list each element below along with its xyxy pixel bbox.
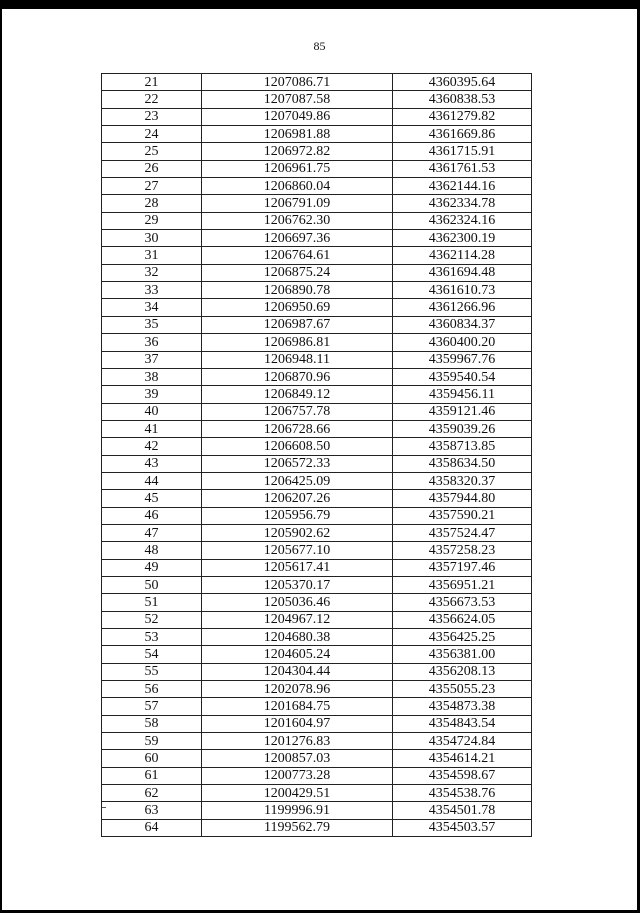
x-coordinate-cell: 1205036.46 bbox=[202, 594, 393, 611]
point-number-cell: 64 bbox=[102, 819, 202, 836]
point-number-cell: 32 bbox=[102, 264, 202, 281]
table-row bbox=[102, 316, 532, 333]
x-coordinate-cell: 1206849.12 bbox=[202, 386, 393, 403]
coordinates-table bbox=[101, 73, 532, 837]
table-row bbox=[102, 160, 532, 177]
x-coordinate-cell: 1206207.26 bbox=[202, 490, 393, 507]
x-coordinate-cell: 1207049.86 bbox=[202, 108, 393, 125]
y-coordinate-cell: 4355055.23 bbox=[393, 681, 532, 698]
x-coordinate-cell: 1206860.04 bbox=[202, 178, 393, 195]
x-coordinate-cell: 1206697.36 bbox=[202, 230, 393, 247]
x-coordinate-cell: 1204680.38 bbox=[202, 629, 393, 646]
y-coordinate-cell: 4354873.38 bbox=[393, 698, 532, 715]
y-coordinate-cell: 4362144.16 bbox=[393, 178, 532, 195]
point-number-cell: 53 bbox=[102, 629, 202, 646]
table-row bbox=[102, 629, 532, 646]
table-row bbox=[102, 351, 532, 368]
x-coordinate-cell: 1205617.41 bbox=[202, 559, 393, 576]
point-number-cell: 42 bbox=[102, 438, 202, 455]
table-row bbox=[102, 733, 532, 750]
y-coordinate-cell: 4361761.53 bbox=[393, 160, 532, 177]
table-row bbox=[102, 698, 532, 715]
y-coordinate-cell: 4359540.54 bbox=[393, 368, 532, 385]
y-coordinate-cell: 4357524.47 bbox=[393, 524, 532, 541]
y-coordinate-cell: 4357590.21 bbox=[393, 507, 532, 524]
y-coordinate-cell: 4358320.37 bbox=[393, 472, 532, 489]
y-coordinate-cell: 4357944.80 bbox=[393, 490, 532, 507]
x-coordinate-cell: 1202078.96 bbox=[202, 681, 393, 698]
y-coordinate-cell: 4361610.73 bbox=[393, 282, 532, 299]
point-number-cell: 40 bbox=[102, 403, 202, 420]
y-coordinate-cell: 4354538.76 bbox=[393, 785, 532, 802]
x-coordinate-cell: 1206875.24 bbox=[202, 264, 393, 281]
document-page bbox=[2, 9, 637, 910]
y-coordinate-cell: 4356673.53 bbox=[393, 594, 532, 611]
y-coordinate-cell: 4354501.78 bbox=[393, 802, 532, 819]
table-row bbox=[102, 282, 532, 299]
y-coordinate-cell: 4361694.48 bbox=[393, 264, 532, 281]
table-row bbox=[102, 785, 532, 802]
point-number-cell: 33 bbox=[102, 282, 202, 299]
point-number-cell: 26 bbox=[102, 160, 202, 177]
y-coordinate-cell: 4358713.85 bbox=[393, 438, 532, 455]
table-row bbox=[102, 74, 532, 91]
table-row bbox=[102, 299, 532, 316]
table-row bbox=[102, 212, 532, 229]
point-number-cell: 58 bbox=[102, 715, 202, 732]
x-coordinate-cell: 1200857.03 bbox=[202, 750, 393, 767]
point-number-cell: 44 bbox=[102, 472, 202, 489]
point-number-cell: 30 bbox=[102, 230, 202, 247]
x-coordinate-cell: 1206608.50 bbox=[202, 438, 393, 455]
point-number-cell: 23 bbox=[102, 108, 202, 125]
point-number-cell: 46 bbox=[102, 507, 202, 524]
x-coordinate-cell: 1207086.71 bbox=[202, 74, 393, 91]
x-coordinate-cell: 1200773.28 bbox=[202, 767, 393, 784]
table-row bbox=[102, 507, 532, 524]
y-coordinate-cell: 4357258.23 bbox=[393, 542, 532, 559]
point-number-cell: 55 bbox=[102, 663, 202, 680]
x-coordinate-cell: 1204605.24 bbox=[202, 646, 393, 663]
table-row bbox=[102, 663, 532, 680]
y-coordinate-cell: 4357197.46 bbox=[393, 559, 532, 576]
y-coordinate-cell: 4358634.50 bbox=[393, 455, 532, 472]
x-coordinate-cell: 1205956.79 bbox=[202, 507, 393, 524]
y-coordinate-cell: 4360838.53 bbox=[393, 91, 532, 108]
point-number-cell: 37 bbox=[102, 351, 202, 368]
y-coordinate-cell: 4362114.28 bbox=[393, 247, 532, 264]
table-row bbox=[102, 126, 532, 143]
point-number-cell: 28 bbox=[102, 195, 202, 212]
table-row bbox=[102, 594, 532, 611]
x-coordinate-cell: 1206961.75 bbox=[202, 160, 393, 177]
y-coordinate-cell: 4354614.21 bbox=[393, 750, 532, 767]
point-number-cell: 36 bbox=[102, 334, 202, 351]
y-coordinate-cell: 4359456.11 bbox=[393, 386, 532, 403]
table-row bbox=[102, 195, 532, 212]
x-coordinate-cell: 1200429.51 bbox=[202, 785, 393, 802]
point-number-cell: 54 bbox=[102, 646, 202, 663]
table-row bbox=[102, 750, 532, 767]
x-coordinate-cell: 1206762.30 bbox=[202, 212, 393, 229]
point-number-cell: 60 bbox=[102, 750, 202, 767]
x-coordinate-cell: 1199562.79 bbox=[202, 819, 393, 836]
table-row bbox=[102, 438, 532, 455]
coordinates-table-body bbox=[102, 74, 532, 837]
x-coordinate-cell: 1205370.17 bbox=[202, 576, 393, 593]
point-number-cell: 41 bbox=[102, 420, 202, 437]
x-coordinate-cell: 1206972.82 bbox=[202, 143, 393, 160]
x-coordinate-cell: 1206986.81 bbox=[202, 334, 393, 351]
y-coordinate-cell: 4356951.21 bbox=[393, 576, 532, 593]
x-coordinate-cell: 1201604.97 bbox=[202, 715, 393, 732]
table-row bbox=[102, 767, 532, 784]
point-number-cell: 29 bbox=[102, 212, 202, 229]
point-number-cell: 49 bbox=[102, 559, 202, 576]
x-coordinate-cell: 1204304.44 bbox=[202, 663, 393, 680]
x-coordinate-cell: 1207087.58 bbox=[202, 91, 393, 108]
table-row bbox=[102, 715, 532, 732]
table-row bbox=[102, 91, 532, 108]
table-row bbox=[102, 542, 532, 559]
x-coordinate-cell: 1206425.09 bbox=[202, 472, 393, 489]
y-coordinate-cell: 4362324.16 bbox=[393, 212, 532, 229]
point-number-cell: 45 bbox=[102, 490, 202, 507]
x-coordinate-cell: 1206870.96 bbox=[202, 368, 393, 385]
x-coordinate-cell: 1206890.78 bbox=[202, 282, 393, 299]
table-row bbox=[102, 681, 532, 698]
table-row bbox=[102, 490, 532, 507]
point-number-cell: 59 bbox=[102, 733, 202, 750]
table-row bbox=[102, 576, 532, 593]
y-coordinate-cell: 4361669.86 bbox=[393, 126, 532, 143]
point-number-cell: 57 bbox=[102, 698, 202, 715]
x-coordinate-cell: 1206572.33 bbox=[202, 455, 393, 472]
table-row bbox=[102, 264, 532, 281]
x-coordinate-cell: 1206791.09 bbox=[202, 195, 393, 212]
y-coordinate-cell: 4361266.96 bbox=[393, 299, 532, 316]
y-coordinate-cell: 4360400.20 bbox=[393, 334, 532, 351]
x-coordinate-cell: 1206981.88 bbox=[202, 126, 393, 143]
table-row bbox=[102, 247, 532, 264]
table-row bbox=[102, 646, 532, 663]
point-number-cell: 56 bbox=[102, 681, 202, 698]
table-row bbox=[102, 524, 532, 541]
x-coordinate-cell: 1206948.11 bbox=[202, 351, 393, 368]
y-coordinate-cell: 4362300.19 bbox=[393, 230, 532, 247]
point-number-cell: 50 bbox=[102, 576, 202, 593]
point-number-cell: 63 bbox=[102, 802, 202, 819]
y-coordinate-cell: 4354843.54 bbox=[393, 715, 532, 732]
y-coordinate-cell: 4354598.67 bbox=[393, 767, 532, 784]
point-number-cell: 35 bbox=[102, 316, 202, 333]
y-coordinate-cell: 4361279.82 bbox=[393, 108, 532, 125]
y-coordinate-cell: 4360834.37 bbox=[393, 316, 532, 333]
table-row bbox=[102, 455, 532, 472]
scan-mark bbox=[102, 807, 106, 808]
y-coordinate-cell: 4362334.78 bbox=[393, 195, 532, 212]
table-row bbox=[102, 178, 532, 195]
table-row bbox=[102, 403, 532, 420]
point-number-cell: 43 bbox=[102, 455, 202, 472]
y-coordinate-cell: 4359039.26 bbox=[393, 420, 532, 437]
table-row bbox=[102, 819, 532, 836]
y-coordinate-cell: 4359121.46 bbox=[393, 403, 532, 420]
x-coordinate-cell: 1201276.83 bbox=[202, 733, 393, 750]
table-row bbox=[102, 420, 532, 437]
y-coordinate-cell: 4356425.25 bbox=[393, 629, 532, 646]
table-row bbox=[102, 230, 532, 247]
x-coordinate-cell: 1199996.91 bbox=[202, 802, 393, 819]
y-coordinate-cell: 4356624.05 bbox=[393, 611, 532, 628]
x-coordinate-cell: 1205677.10 bbox=[202, 542, 393, 559]
table-row bbox=[102, 368, 532, 385]
point-number-cell: 34 bbox=[102, 299, 202, 316]
point-number-cell: 61 bbox=[102, 767, 202, 784]
table-row bbox=[102, 386, 532, 403]
page-number: 85 bbox=[313, 39, 326, 53]
point-number-cell: 27 bbox=[102, 178, 202, 195]
table-row bbox=[102, 143, 532, 160]
point-number-cell: 31 bbox=[102, 247, 202, 264]
table-row bbox=[102, 472, 532, 489]
table-row bbox=[102, 611, 532, 628]
y-coordinate-cell: 4354724.84 bbox=[393, 733, 532, 750]
point-number-cell: 48 bbox=[102, 542, 202, 559]
y-coordinate-cell: 4359967.76 bbox=[393, 351, 532, 368]
table-row bbox=[102, 559, 532, 576]
y-coordinate-cell: 4361715.91 bbox=[393, 143, 532, 160]
x-coordinate-cell: 1206950.69 bbox=[202, 299, 393, 316]
point-number-cell: 39 bbox=[102, 386, 202, 403]
x-coordinate-cell: 1205902.62 bbox=[202, 524, 393, 541]
x-coordinate-cell: 1206757.78 bbox=[202, 403, 393, 420]
point-number-cell: 62 bbox=[102, 785, 202, 802]
point-number-cell: 21 bbox=[102, 74, 202, 91]
y-coordinate-cell: 4360395.64 bbox=[393, 74, 532, 91]
point-number-cell: 24 bbox=[102, 126, 202, 143]
x-coordinate-cell: 1206987.67 bbox=[202, 316, 393, 333]
y-coordinate-cell: 4356381.00 bbox=[393, 646, 532, 663]
point-number-cell: 47 bbox=[102, 524, 202, 541]
x-coordinate-cell: 1204967.12 bbox=[202, 611, 393, 628]
x-coordinate-cell: 1206728.66 bbox=[202, 420, 393, 437]
point-number-cell: 25 bbox=[102, 143, 202, 160]
x-coordinate-cell: 1206764.61 bbox=[202, 247, 393, 264]
table-row bbox=[102, 802, 532, 819]
table-row bbox=[102, 334, 532, 351]
y-coordinate-cell: 4356208.13 bbox=[393, 663, 532, 680]
point-number-cell: 22 bbox=[102, 91, 202, 108]
point-number-cell: 52 bbox=[102, 611, 202, 628]
x-coordinate-cell: 1201684.75 bbox=[202, 698, 393, 715]
point-number-cell: 38 bbox=[102, 368, 202, 385]
point-number-cell: 51 bbox=[102, 594, 202, 611]
table-row bbox=[102, 108, 532, 125]
y-coordinate-cell: 4354503.57 bbox=[393, 819, 532, 836]
